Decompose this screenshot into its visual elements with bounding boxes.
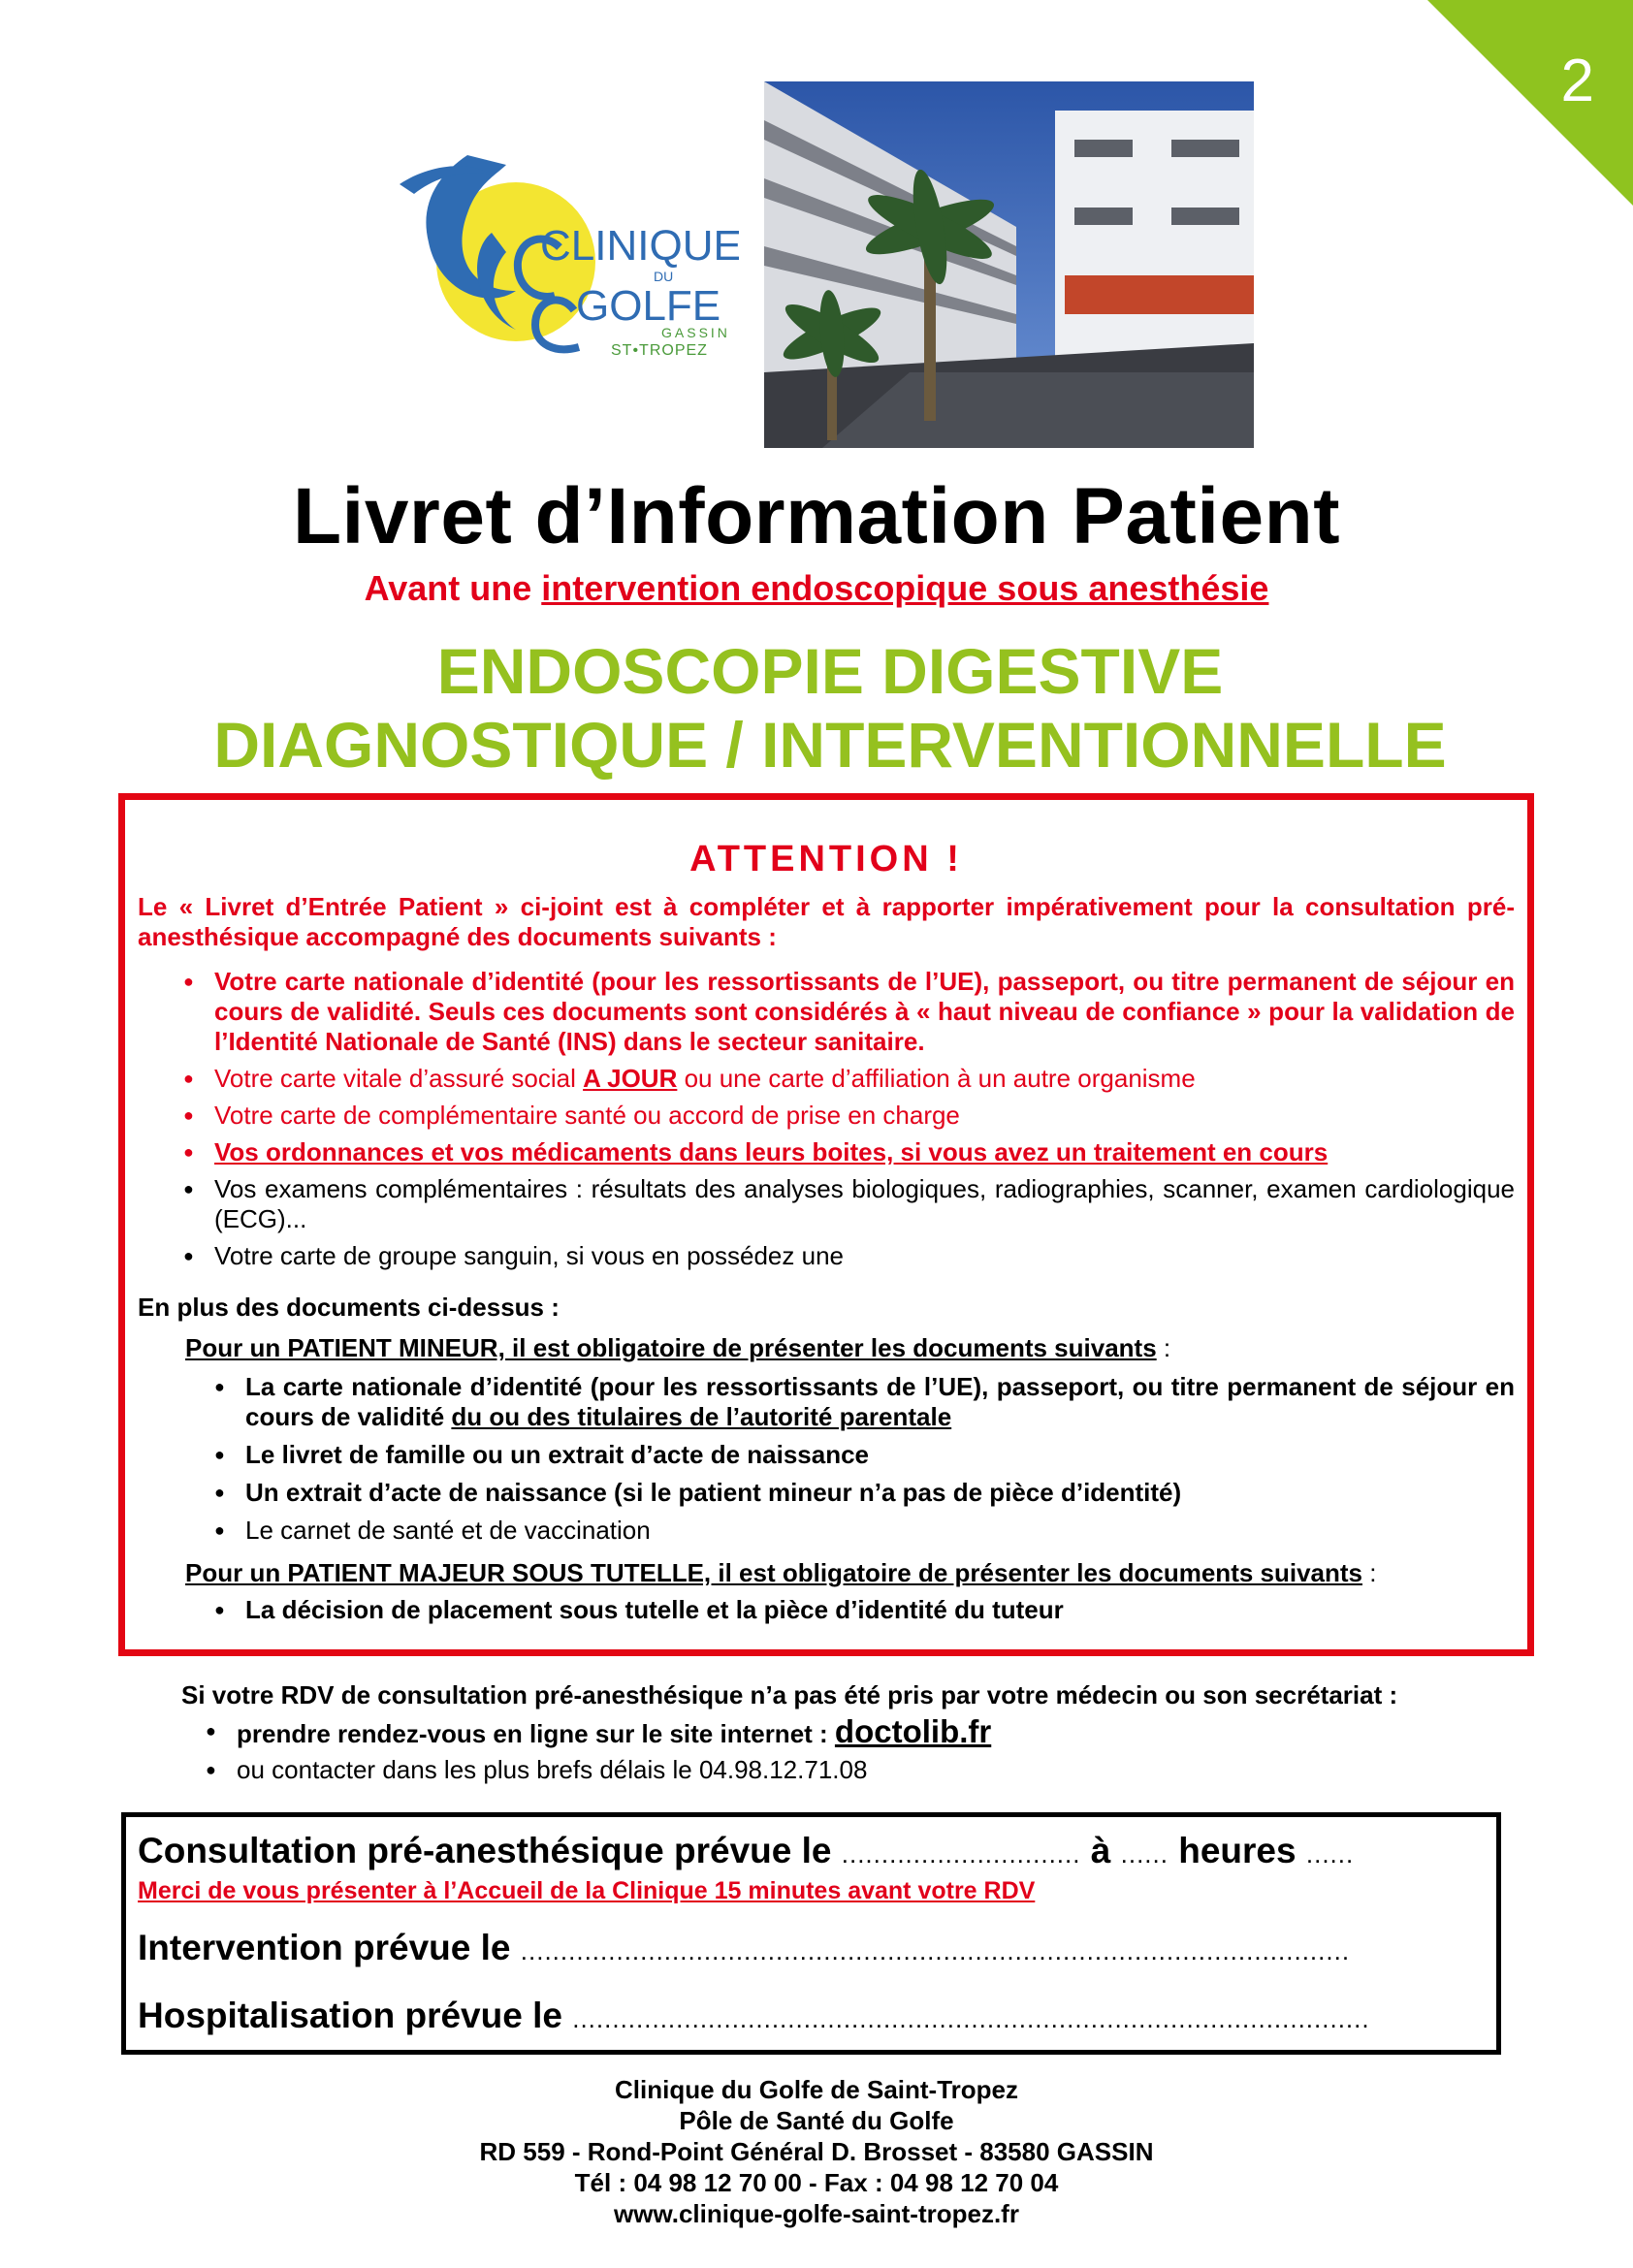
rdv-online-text: prendre rendez-vous en ligne sur le site internet : [237, 1719, 835, 1748]
required-documents-list [183, 967, 1515, 1278]
attention-box [118, 793, 1534, 1656]
consultation-label: Consultation pré-anesthésique prévue le [138, 1831, 832, 1870]
building-image [764, 81, 1254, 448]
minor-item1-text: La carte nationale d’identité (pour les ressortissants de l’UE), passeport, ou titre permanent de séjour en cours de validité [245, 1372, 1515, 1431]
footer-clinic-name: Clinique du Golfe de Saint-Tropez [614, 2075, 1018, 2104]
logo-text-gassin: GASSIN [661, 325, 730, 340]
ordonnances-text: Vos ordonnances et vos médicaments dans leurs boites, si vous avez un traitement en cours [214, 1137, 1329, 1166]
list-item [183, 1241, 1515, 1271]
consultation-minute-field[interactable]: ...... [1305, 1839, 1355, 1869]
list-item [183, 1101, 1515, 1131]
attention-title: ATTENTION ! [689, 839, 963, 879]
footer-address-line: RD 559 - Rond-Point Général D. Brosset - 83580 GASSIN [479, 2137, 1154, 2166]
page-number: 2 [1560, 48, 1594, 114]
major-heading-suffix: : [1362, 1558, 1377, 1587]
vitale-text-end: ou une carte d’affiliation à un autre organisme [677, 1064, 1196, 1093]
arrival-note: Merci de vous présenter à l’Accueil de la Clinique 15 minutes avant votre RDV [138, 1877, 1036, 1904]
minor-item1-underlined: du ou des titulaires de l’autorité parentale [451, 1402, 952, 1431]
consultation-date-field[interactable]: .............................. [841, 1839, 1081, 1869]
plus-heading: En plus des documents ci-dessus : [138, 1293, 560, 1322]
rdv-heading: Si votre RDV de consultation pré-anesthésique n’a pas été pris par votre médecin ou son secrétariat : [181, 1680, 1398, 1709]
logo-text-clinique: CLINIQUE [540, 222, 739, 270]
footer-pole: Pôle de Santé du Golfe [679, 2106, 954, 2135]
page-title: Livret d’Information Patient [292, 472, 1341, 560]
logo-graphic [400, 145, 739, 368]
hospitalisation-line [138, 1996, 1370, 2036]
minor-documents-list [214, 1372, 1515, 1553]
subtitle-prefix: Avant une [364, 568, 542, 608]
minor-heading-suffix: : [1156, 1333, 1171, 1362]
list-item [214, 1478, 1515, 1508]
minor-item3-text: Un extrait d’acte de naissance (si le patient mineur n’a pas de pièce d’identité) [245, 1478, 1182, 1507]
page-corner-triangle [1427, 0, 1633, 206]
intervention-label: Intervention prévue le [138, 1928, 511, 1967]
consultation-hour-field[interactable]: ...... [1120, 1839, 1169, 1869]
identity-doc-text: Votre carte nationale d’identité (pour les ressortissants de l’UE), passeport, ou titre permanent de séjour en cours de validité. Seuls ces documents sont considérés à « haut niveau de confiance » pour la validation de l’Identité Nationale de Santé (INS) dans le secteur sanitaire. [214, 967, 1515, 1056]
mutuelle-text: Votre carte de complémentaire santé ou accord de prise en charge [214, 1101, 960, 1130]
doctolib-link[interactable]: doctolib.fr [834, 1713, 992, 1749]
clinic-logo [400, 145, 739, 368]
clinic-building-photo [764, 81, 1254, 448]
vitale-text: Votre carte vitale d’assuré social [214, 1064, 584, 1093]
intervention-line [138, 1928, 1350, 1968]
heading-diagnostique: DIAGNOSTIQUE / INTERVENTIONNELLE [213, 709, 1447, 781]
page-subtitle [0, 568, 1633, 609]
major-documents-list [214, 1595, 1515, 1625]
heading-endoscopie: ENDOSCOPIE DIGESTIVE [436, 635, 1224, 707]
major-heading [185, 1558, 1376, 1588]
logo-text-sttropez: ST•TROPEZ [611, 342, 708, 359]
subtitle-underlined: intervention endoscopique sous anesthésie [541, 568, 1269, 608]
footer-website-link[interactable]: www.clinique-golfe-saint-tropez.fr [614, 2199, 1019, 2228]
list-item [214, 1440, 1515, 1470]
list-item [206, 1755, 991, 1785]
rdv-options-list [206, 1713, 992, 1791]
list-item [206, 1713, 992, 1749]
minor-heading-text: Pour un PATIENT MINEUR, il est obligatoire de présenter les documents suivants [185, 1333, 1157, 1362]
groupe-text: Votre carte de groupe sanguin, si vous en possédez une [214, 1241, 844, 1270]
logo-text-golfe: GOLFE [576, 282, 721, 330]
major-heading-text: Pour un PATIENT MAJEUR SOUS TUTELLE, il est obligatoire de présenter les documents suivants [185, 1558, 1363, 1587]
minor-item2-text: Le livret de famille ou un extrait d’acte de naissance [245, 1440, 870, 1469]
list-item [214, 1372, 1515, 1432]
heures-label: heures [1178, 1831, 1297, 1870]
examens-text: Vos examens complémentaires : résultats des analyses biologiques, radiographies, scanner, examen cardiologique (ECG)... [214, 1174, 1515, 1233]
minor-heading [185, 1333, 1170, 1363]
list-item [183, 1137, 1515, 1167]
hospitalisation-date-field[interactable]: .................................................................................................... [572, 2004, 1370, 2033]
appointment-form-box [121, 1812, 1501, 2055]
minor-item4-text: Le carnet de santé et de vaccination [245, 1516, 651, 1545]
list-item [214, 1595, 1515, 1625]
list-item [183, 967, 1515, 1057]
time-a-label: à [1090, 1831, 1111, 1870]
consultation-line [138, 1831, 1354, 1871]
footer-address [0, 2074, 1633, 2229]
major-item1-text: La décision de placement sous tutelle et la pièce d’identité du tuteur [245, 1595, 1064, 1624]
vitale-emphasis: A JOUR [583, 1064, 678, 1093]
list-item [183, 1064, 1515, 1094]
intervention-date-field[interactable]: ........................................................................................................ [520, 1936, 1351, 1965]
attention-intro: Le « Livret d’Entrée Patient » ci-joint est à compléter et à rapporter impérativement pour la consultation pré-anesthésique accompagné des documents suivants : [138, 892, 1515, 951]
list-item [183, 1174, 1515, 1234]
rdv-phone-text: ou contacter dans les plus brefs délais le 04.98.12.71.08 [237, 1755, 868, 1784]
hospitalisation-label: Hospitalisation prévue le [138, 1996, 562, 2035]
list-item [214, 1516, 1515, 1546]
footer-phone-fax: Tél : 04 98 12 70 00 - Fax : 04 98 12 70 04 [574, 2168, 1059, 2197]
logo-text-du: DU [654, 269, 674, 284]
